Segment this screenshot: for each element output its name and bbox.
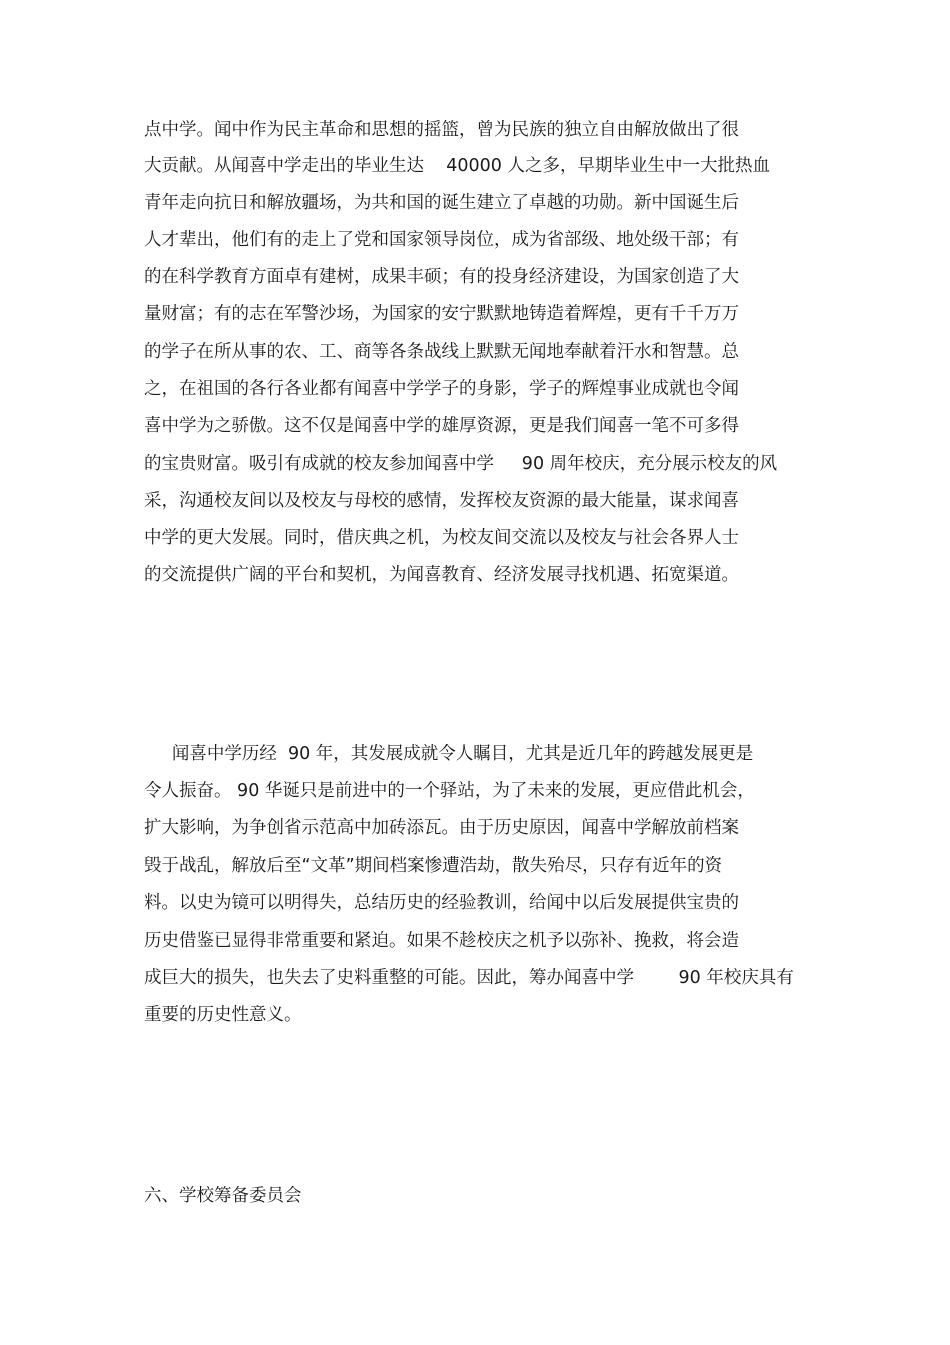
text-line: 点中学。闻中作为民主革命和思想的摇篮，曾为民族的独立自由解放做出了很 <box>144 120 739 140</box>
text-line: 大贡献。从闻喜中学走出的毕业生达 40000 人之多，早期毕业生中一大批热血 <box>144 156 770 176</box>
text-line: 的学子在所从事的农、工、商等各条战线上默默无闻地奉献着汗水和智慧。总 <box>144 342 739 362</box>
text-line: 喜中学为之骄傲。这不仅是闻喜中学的雄厚资源，更是我们闻喜一笔不可多得 <box>144 416 739 436</box>
text-line: 的在科学教育方面卓有建树，成果丰硕；有的投身经济建设，为国家创造了大 <box>144 267 739 287</box>
text-line: 料。以史为镜可以明得失，总结历史的经验教训，给闻中以后发展提供宝贵的 <box>144 893 739 913</box>
text-line: 令人振奋。 90 华诞只是前进中的一个驿站，为了未来的发展，更应借此机会， <box>144 781 755 801</box>
text-line: 的交流提供广阔的平台和契机，为闻喜教育、经济发展寻找机遇、拓宽渠道。 <box>144 565 739 585</box>
text-line: 历史借鉴已显得非常重要和紧迫。如果不趁校庆之机予以弥补、挽救，将会造 <box>144 931 739 951</box>
section-heading: 六、学校筹备委员会 <box>144 1186 302 1206</box>
text-line: 的宝贵财富。吸引有成就的校友参加闻喜中学 90 周年校庆，充分展示校友的风 <box>144 454 778 474</box>
text-line: 人才辈出，他们有的走上了党和国家领导岗位，成为省部级、地处级干部；有 <box>144 230 739 250</box>
text-line: 重要的历史性意义。 <box>144 1005 302 1025</box>
text-line: 青年走向抗日和解放疆场，为共和国的诞生建立了卓越的功勋。新中国诞生后 <box>144 193 739 213</box>
text-line: 中学的更大发展。同时，借庆典之机，为校友间交流以及校友与社会各界人士 <box>144 528 739 548</box>
text-line: 成巨大的损失，也失去了史料重整的可能。因此，筹办闻喜中学 90 年校庆具有 <box>144 968 794 988</box>
text-line: 之，在祖国的各行各业都有闻喜中学学子的身影，学子的辉煌事业成就也令闻 <box>144 379 739 399</box>
text-line: 毁于战乱，解放后至“文革”期间档案惨遭浩劫，散失殆尽，只存有近年的资 <box>144 856 723 876</box>
text-line: 量财富；有的志在军警沙场，为国家的安宁默默地铸造着辉煌，更有千千万万 <box>144 304 739 324</box>
text-line: 采，沟通校友间以及校友与母校的感情，发挥校友资源的最大能量，谋求闻喜 <box>144 491 739 511</box>
text-line: 扩大影响，为争创省示范高中加砖添瓦。由于历史原因，闻喜中学解放前档案 <box>144 818 739 838</box>
text-line: 闻喜中学历经 90 年，其发展成就令人瞩目，尤其是近几年的跨越发展更是 <box>144 744 754 764</box>
